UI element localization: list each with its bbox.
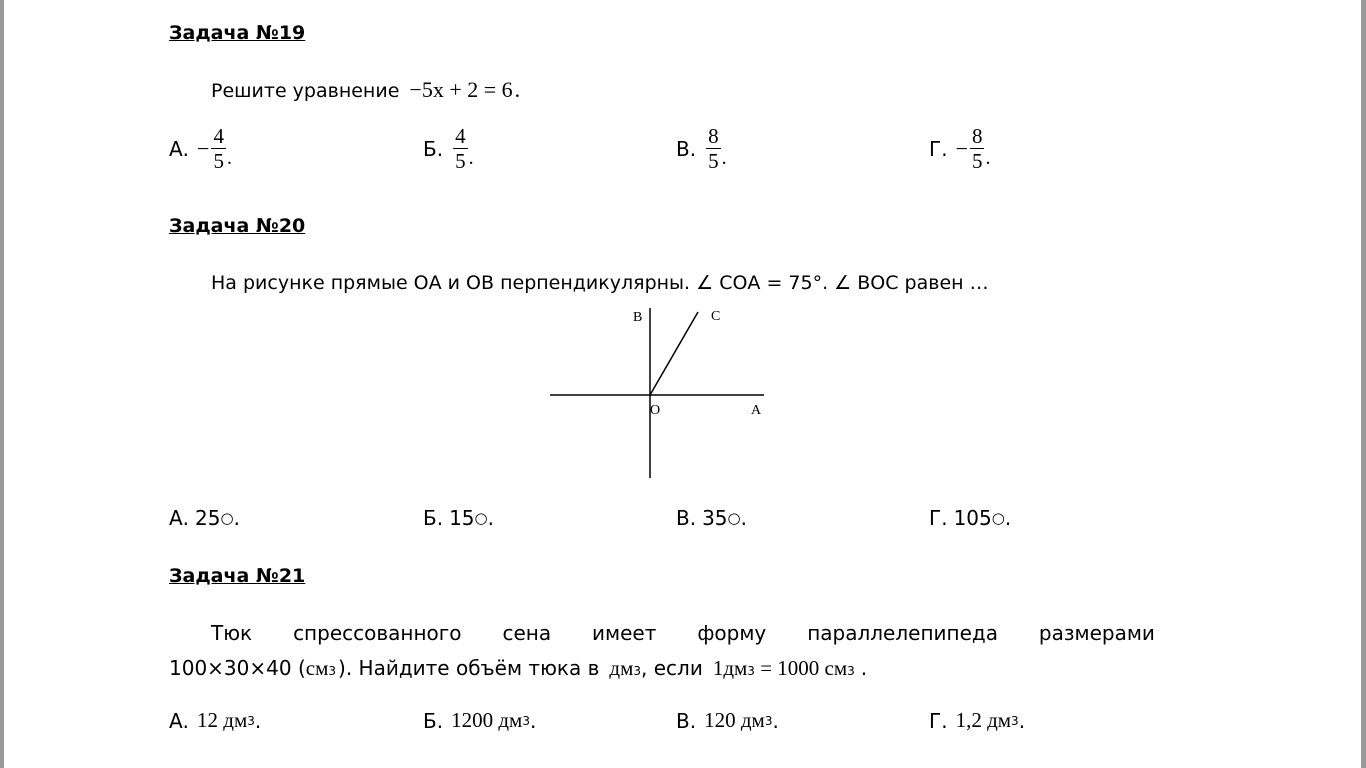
option-value: 1200 дм [451,708,523,732]
option-label: В. [676,506,697,530]
fraction-numerator: 8 [708,124,719,148]
page-edge-left [0,0,4,768]
option-value: 105 [953,506,992,530]
task19-option-d [929,124,990,173]
word: сена [502,621,552,645]
option-dot: . [226,147,232,169]
point-a-label: A [751,403,762,418]
task21-heading: Задача №21 [169,565,306,587]
option-value: 1,2 дм [955,708,1012,732]
eq-right: = 1000 см [754,656,848,680]
fraction-numerator: 4 [455,124,466,148]
option-dot: . [233,506,240,530]
question-text: ). Найдите объём тюка в [338,656,600,680]
option-value: 25 [195,506,221,530]
option-label: Б. [423,136,444,161]
fraction-numerator: 4 [213,124,224,148]
task19-option-c [676,124,727,173]
task20-prompt: На рисунке прямые ОА и ОВ перпендикулярны. ∠ СОА = 75°. ∠ ВОС равен … [211,272,989,294]
task19-heading: Задача №19 [169,22,306,44]
task20-heading: Задача №20 [169,215,306,237]
word: спрессованного [293,621,462,645]
task19-prompt: Решите уравнение [211,80,400,102]
word: форму [697,621,767,645]
option-label: Б. [423,708,444,733]
fraction-denominator: 5 [971,149,983,173]
option-label: В. [676,708,697,733]
option-value: 15 [449,506,475,530]
option-label: А. [169,506,190,530]
option-dot: . [254,708,262,733]
option-fraction [211,124,226,173]
page-edge-right [1361,0,1366,768]
option-label: Г. [929,708,948,733]
fraction-denominator: 5 [708,149,719,173]
option-dot: . [487,506,494,530]
task21-option-c: В. 120 дм 3 . [676,708,779,733]
option-dot: . [1004,506,1012,530]
perpendicular-lines-figure [540,300,780,485]
unit-dm: дм [609,656,634,680]
point-c-label: C [711,309,721,324]
task19-option-a [169,124,232,173]
option-dot: . [721,147,727,169]
fraction-numerator: 8 [971,124,983,148]
task19-equation-dot: . [514,77,521,102]
task19-prompt-line [211,77,520,103]
word: параллелепипеда [807,621,998,645]
option-dot: . [985,147,991,169]
unit-cm: см [305,656,329,680]
option-fraction [970,124,985,173]
task21-option-d: Г. 1,2 дм 3 . [929,708,1026,733]
fraction-denominator: 5 [213,149,224,173]
option-dot: . [740,506,747,530]
task19-equation: −5x + 2 = 6 [409,77,513,102]
task20-option-b: Б. 15 ○ . [423,506,494,530]
option-label: Г. [929,506,948,530]
option-dot: . [529,708,537,733]
option-label: В. [676,136,697,161]
option-sign: − [197,135,210,161]
word: Тюк [211,621,253,645]
dims-text: 100×30×40 ( [169,656,306,680]
point-b-label: B [633,310,643,325]
option-value: 12 дм [197,708,248,732]
option-value: 35 [702,506,728,530]
option-dot: . [1018,708,1026,733]
task21-option-a: А. 12 дм 3 . [169,708,262,733]
task21-option-b: Б. 1200 дм 3 . [423,708,537,733]
option-label: Г. [929,136,948,161]
end-dot: . [860,656,868,680]
if-text: , если [641,656,703,680]
word: имеет [592,621,657,645]
eq-left: 1дм [712,656,748,680]
option-value: 120 дм [704,708,765,732]
word: размерами [1038,621,1155,645]
option-fraction [706,124,721,173]
fraction-denominator: 5 [455,149,466,173]
option-label: А. [169,136,190,161]
task20-option-c: В. 35 ○ . [676,506,747,530]
task19-option-b [423,124,474,173]
task21-line2: 100×30×40 ( см 3 ). Найдите объём тюка в дм 3 , если 1дм 3 = 1000 см 3 . [169,656,868,680]
task20-option-a: А. 25 ○ . [169,506,240,530]
ray-oc [650,312,698,395]
option-label: А. [169,708,190,733]
option-label: Б. [423,506,444,530]
task20-option-d: Г. 105 ○ . [929,506,1012,530]
point-o-label: O [650,403,661,418]
option-fraction [453,124,468,173]
option-dot: . [468,147,474,169]
task21-line1 [211,621,1155,645]
option-dot: . [772,708,779,733]
option-sign: − [955,135,968,161]
